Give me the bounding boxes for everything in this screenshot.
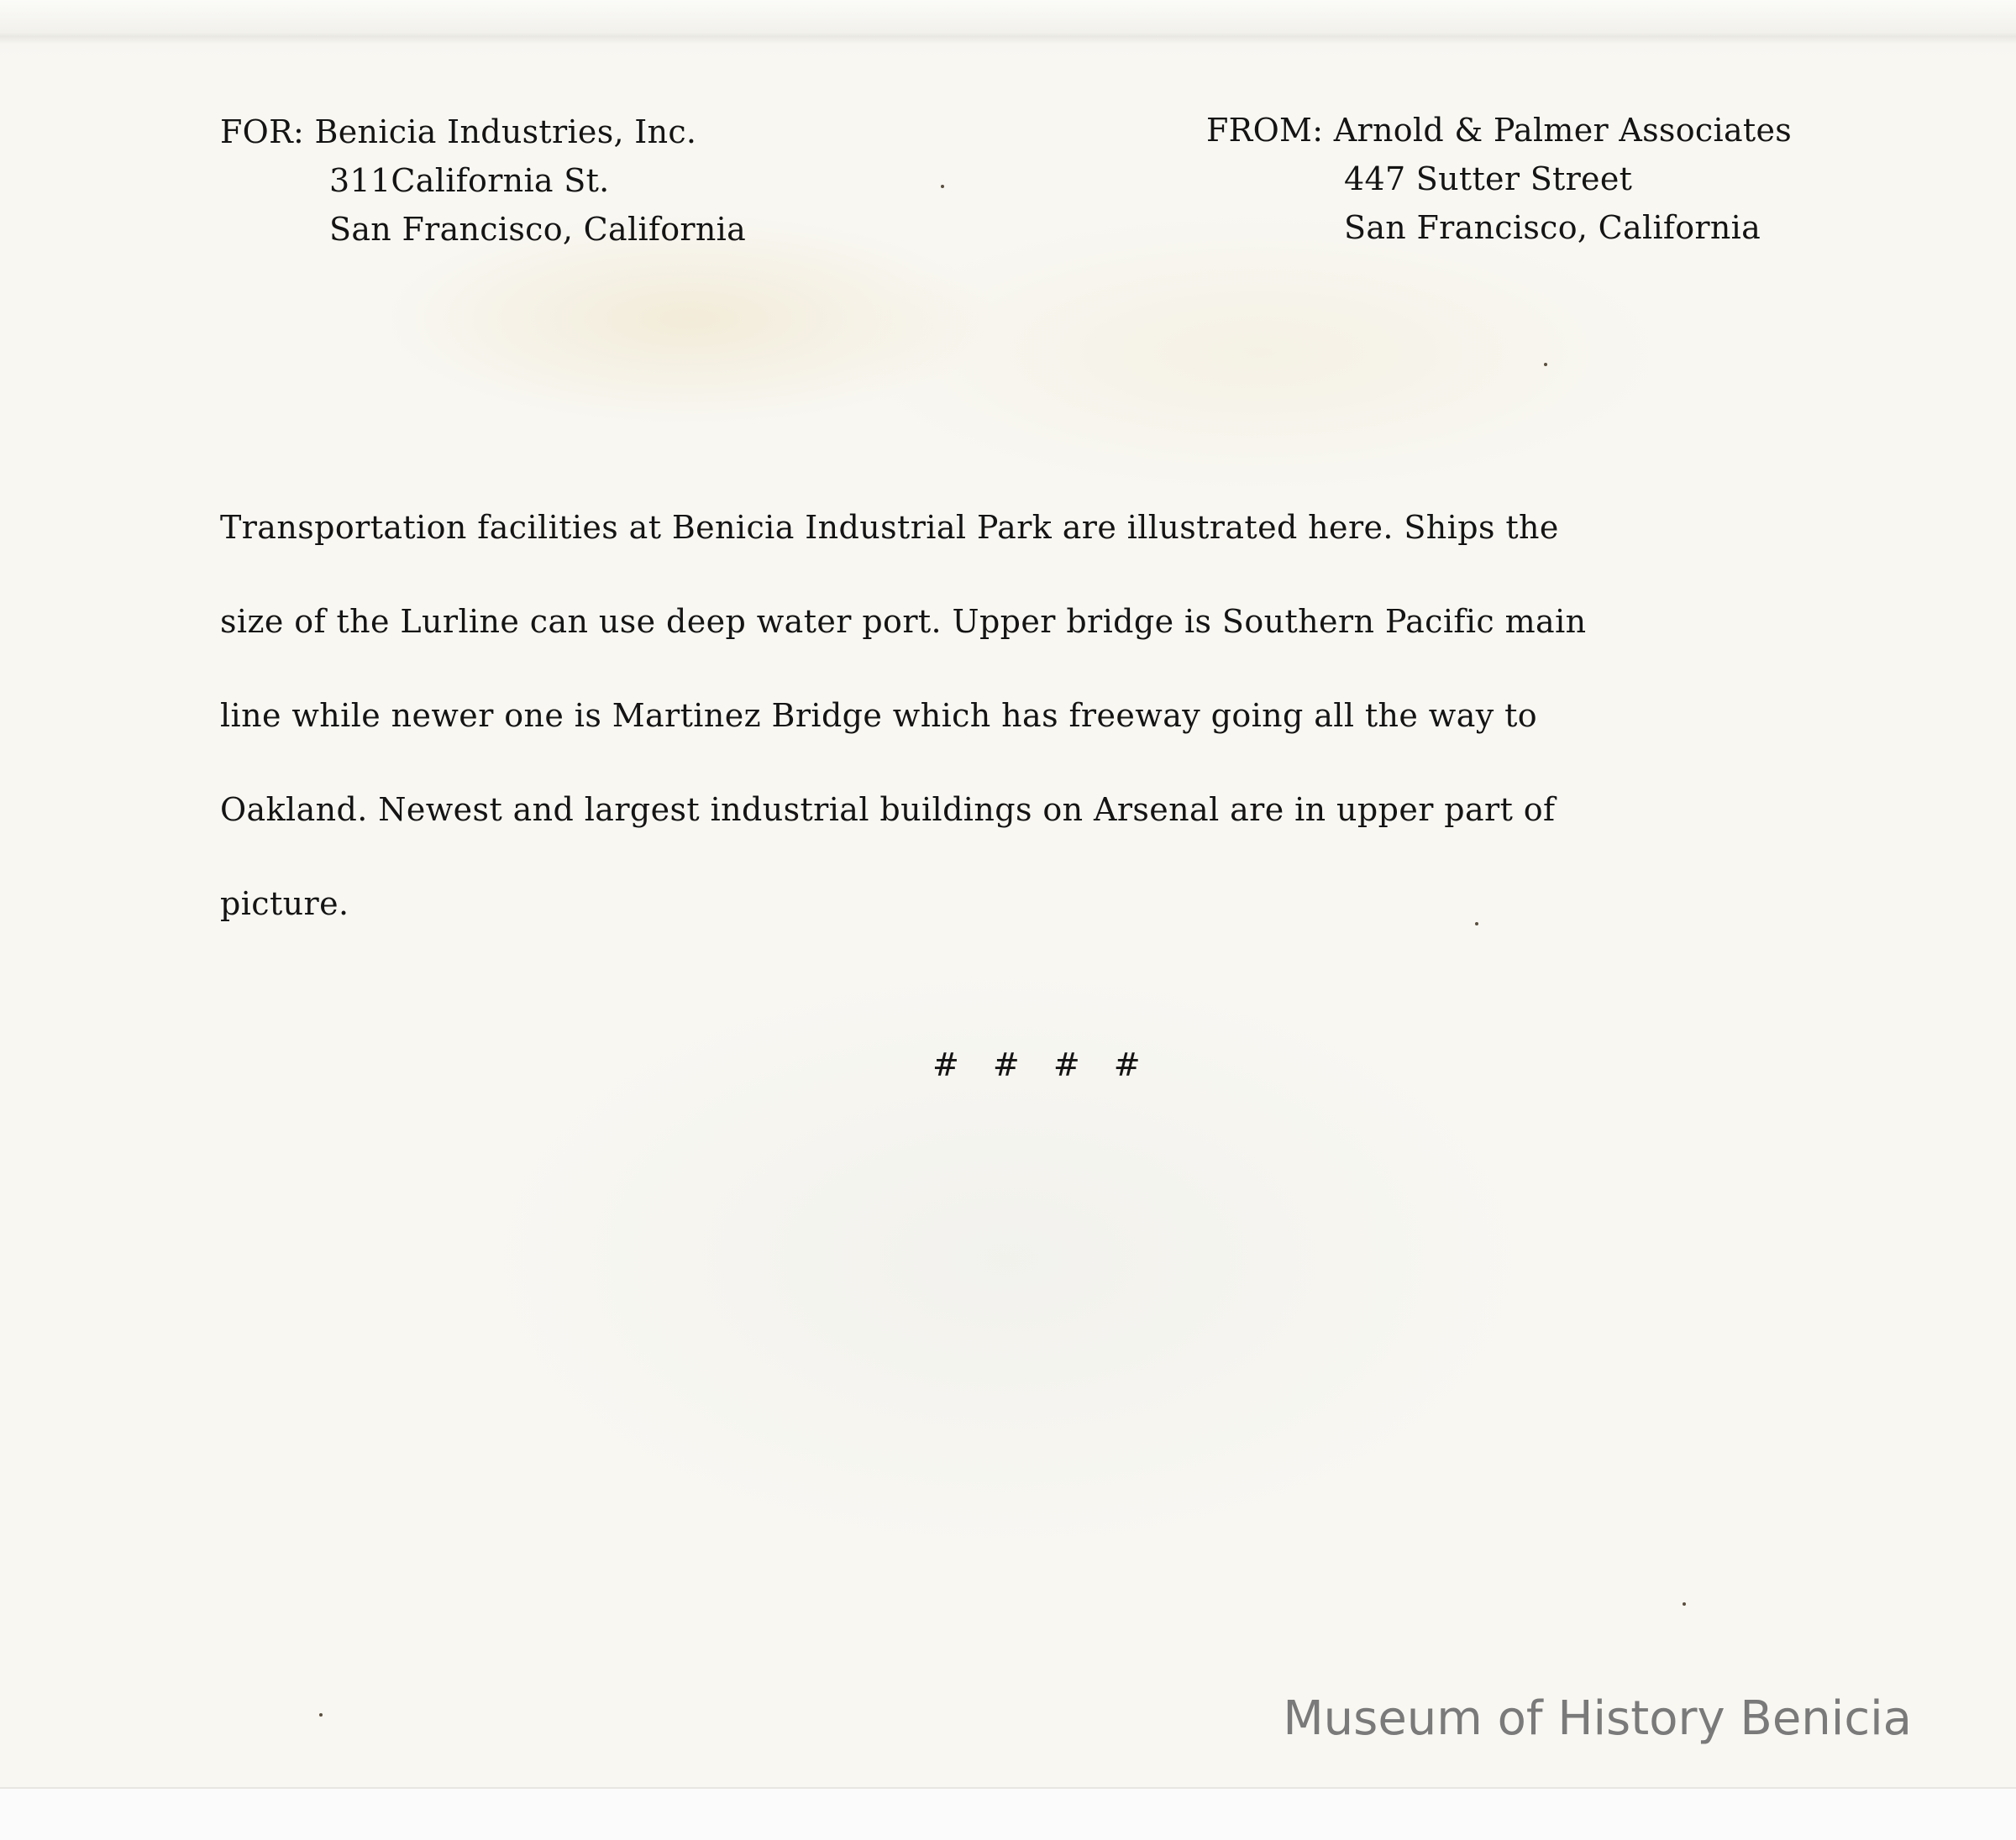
paper-speck <box>1475 922 1478 925</box>
for-label: FOR: <box>220 113 305 150</box>
for-city: San Francisco, California <box>329 211 747 248</box>
body-line: size of the Lurline can use deep water port. Upper bridge is Southern Pacific main <box>220 603 1587 640</box>
from-label: FROM: <box>1206 112 1324 149</box>
for-address-block <box>220 107 746 254</box>
paper-speck <box>1683 1602 1686 1606</box>
release-body <box>220 480 1816 951</box>
for-company: Benicia Industries, Inc. <box>314 113 697 150</box>
from-company: Arnold & Palmer Associates <box>1333 112 1793 149</box>
from-street: 447 Sutter Street <box>1344 160 1633 197</box>
from-city: San Francisco, California <box>1344 209 1761 246</box>
paper-speck <box>319 1713 323 1717</box>
paper-fold <box>0 0 2016 59</box>
museum-watermark: Museum of History Benicia <box>1283 1691 1912 1746</box>
body-line: Oakland. Newest and largest industrial buildings on Arsenal are in upper part of <box>220 791 1556 828</box>
paper-speck <box>1544 363 1547 366</box>
body-line: picture. <box>220 885 349 922</box>
end-mark: # # # # <box>932 1046 1152 1083</box>
scan-bottom-margin <box>0 1787 2016 1840</box>
paper-speck <box>941 185 944 188</box>
from-address-block <box>1206 106 1792 252</box>
body-line: line while newer one is Martinez Bridge which has freeway going all the way to <box>220 697 1538 734</box>
body-line: Transportation facilities at Benicia Industrial Park are illustrated here. Ships the <box>220 509 1559 546</box>
for-street: 311California St. <box>329 162 610 199</box>
